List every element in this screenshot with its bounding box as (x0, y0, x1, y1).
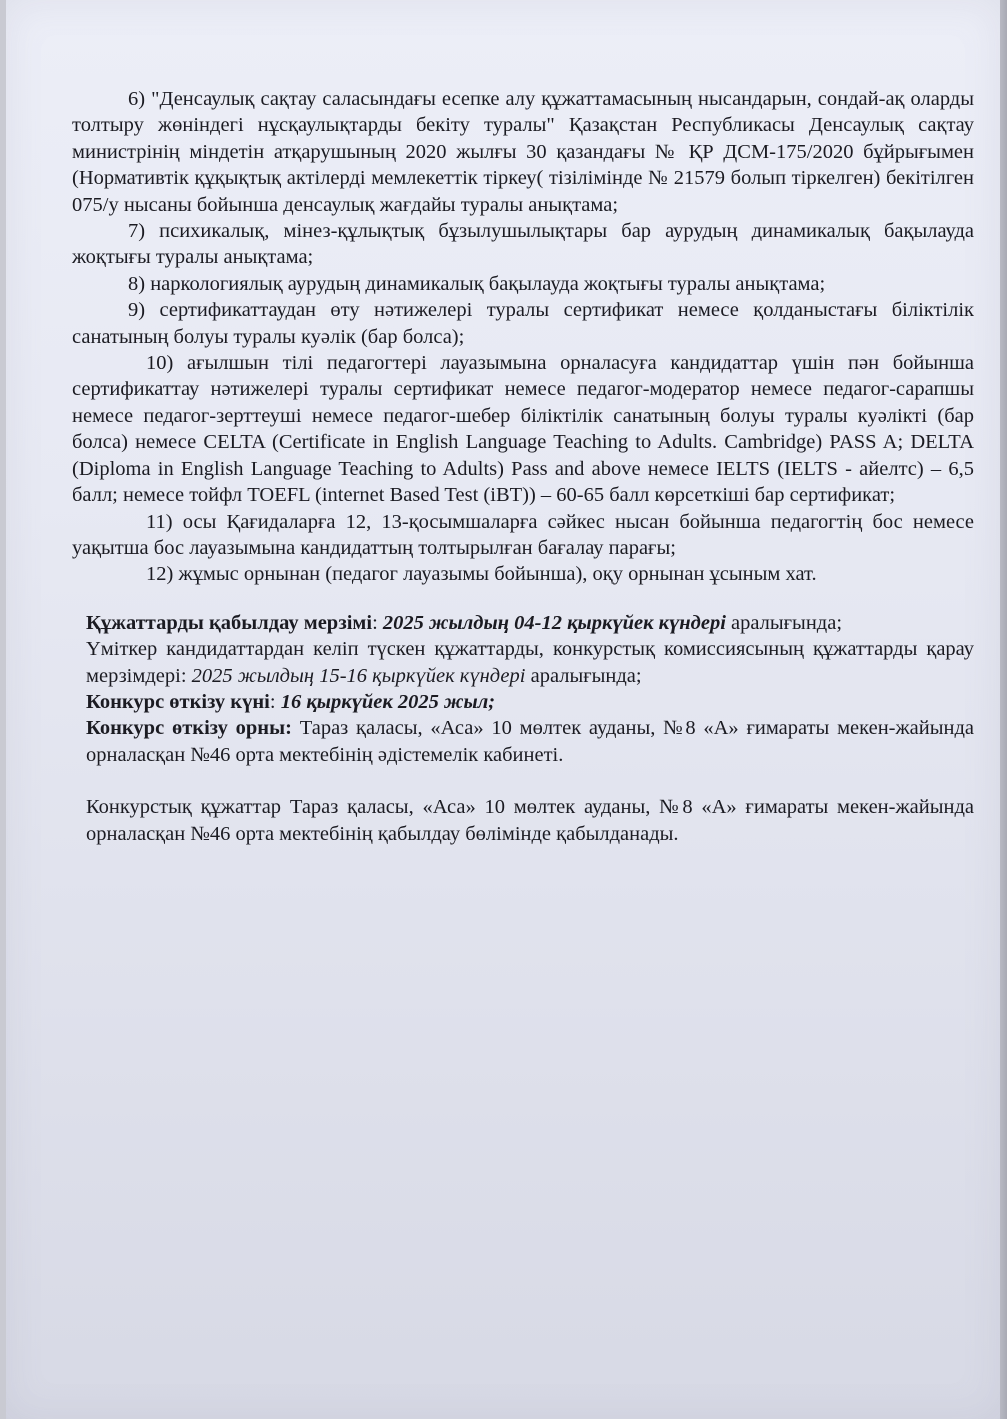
item-number: 9) (128, 299, 146, 322)
list-item (72, 271, 974, 297)
contest-place-label: Конкурс өткізу орны: (86, 717, 292, 740)
item-number: 8) (128, 272, 146, 295)
item-number: 7) (128, 220, 146, 243)
deadline-suffix: аралығында; (731, 611, 843, 634)
item-text: осы Қағидаларға 12, 13-қосымшаларға сәйкес нысан бойынша педагогтің бос немесе уақытша бос лауазымына кандидаттың толтырылған бағалау парағы; (72, 510, 974, 559)
item-text: "Денсаулық сақтау саласындағы есепке алу құжаттамасының нысандарын, сондай-ақ оларды толтыру жөніндегі нұсқаулықтарды бекіту туралы" Қазақстан Республикасы Денсаулық сақтау министрінің міндетін атқарушының 2020 жылғы 30 қазандағы № ҚР ДСМ-175/2020 бұйрығымен (Нормативтік құқықтық актілерді мемлекеттік тіркеу( тізілімінде № 21579 болып тіркелген) бекітілген 075/у нысаны бойынша денсаулық жағдайы туралы анықтама; (72, 88, 975, 216)
item-number: 10) (146, 352, 174, 375)
item-text: ағылшын тілі педагогтері лауазымына орналасуға кандидаттар үшін пән бойынша сертификаттау нәтижелері туралы сертификат немесе педагог-модератор немесе педагог-сарапшы немесе педагог-зерттеуші немесе педагог-шебер біліктілік санатының болуы туралы куәлікті (бар болса) немесе CELTA (Certificate in English Language Teaching to Adults. Cambridge) PASS A; DELTA (Diploma in English Language Teaching to Adults) Pass and above немесе IELTS (IELTS - айелтс) – 6,5 балл; немесе тойфл TOEFL (internet Based Test (iBT)) – 60-65 балл көрсеткіші бар сертификат; (72, 352, 975, 507)
document-page (6, 0, 1000, 1419)
list-item (72, 350, 974, 508)
item-text: сертификаттаудан өту нәтижелері туралы сертификат немесе қолданыстағы біліктілік санатының болуы туралы куәлік (бар болса); (72, 299, 975, 348)
review-line (72, 636, 974, 689)
contest-place-line (72, 715, 974, 768)
review-dates: 2025 жылдың 15-16 қыркүйек күндері (191, 664, 526, 687)
item-text: наркологиялық аурудың динамикалық бақылауда жоқтығы туралы анықтама; (150, 272, 826, 295)
list-item (72, 218, 974, 271)
item-text: жұмыс орнынан (педагог лауазымы бойынша), оқу орнынан ұсыным хат. (178, 563, 817, 586)
page-edge (1000, 0, 1007, 1419)
item-number: 11) (146, 510, 173, 533)
item-number: 12) (146, 563, 174, 586)
contest-place-value: Тараз қаласы, «Аса» 10 мөлтек ауданы, №8 «А» ғимараты мекен-жайында орналасқан №46 орта мектебінің әдістемелік кабинеті. (86, 717, 975, 766)
contest-date-line (72, 689, 974, 715)
deadline-dates: 2025 жылдың 04-12 қыркүйек күндері (382, 611, 726, 634)
list-item (72, 86, 974, 218)
list-item (72, 509, 974, 562)
colon: : (269, 690, 276, 713)
contest-date-value: 16 қыркүйек 2025 жыл; (280, 690, 496, 713)
item-text: психикалық, мінез-құлықтық бұзылушылықтары бар аурудың динамикалық бақылауда жоқтығы туралы анықтама; (72, 220, 974, 269)
deadline-line (72, 610, 974, 636)
deadline-label: Құжаттарды қабылдау мерзімі (86, 611, 373, 634)
list-item (72, 561, 974, 587)
item-number: 6) (128, 88, 146, 110)
review-text: Үміткер кандидаттардан келіп түскен құжаттарды, конкурстық комиссиясының құжаттарды қарау мерзімдері: (86, 638, 974, 687)
submission-line: Конкурстық құжаттар Тараз қаласы, «Аса» 10 мөлтек ауданы, №8 «А» ғимараты мекен-жайында орналасқан №46 орта мектебінің қабылдау бөлімінде қабылданады. (86, 796, 974, 845)
list-item (72, 297, 974, 350)
colon: : (372, 611, 378, 634)
document-body (72, 86, 974, 847)
review-suffix: аралығында; (530, 664, 642, 687)
contest-date-label: Конкурс өткізу күні (86, 690, 270, 713)
